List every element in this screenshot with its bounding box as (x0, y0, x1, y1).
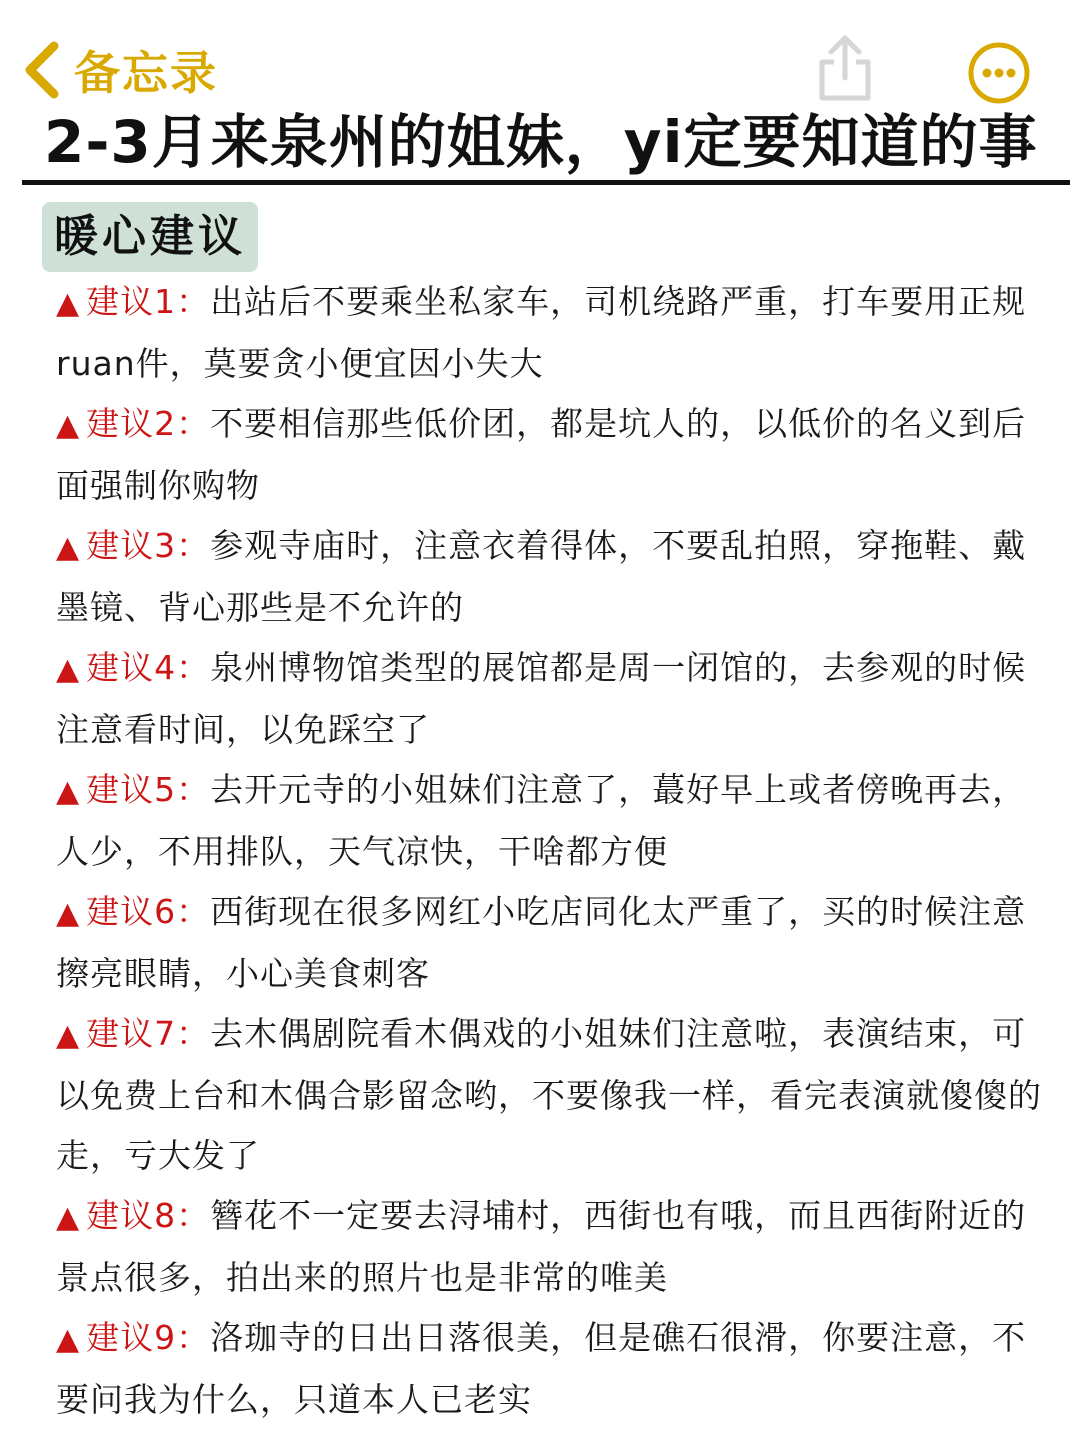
title-divider (22, 180, 1070, 185)
tip-label: 建议7： (86, 1014, 211, 1053)
tip-label: 建议8： (86, 1196, 211, 1235)
tip-label: 建议4： (86, 648, 211, 687)
tip-item (56, 882, 1056, 1004)
tip-text: 参观寺庙时，注意衣着得体，不要乱拍照，穿拖鞋、戴墨镜、背心那些是不允许的 (56, 526, 1027, 627)
triangle-marker-icon: ▲ (56, 1322, 81, 1357)
nav-bar (0, 0, 1080, 110)
tip-item (56, 1186, 1056, 1308)
tip-text: 出站后不要乘坐私家车，司机绕路严重，打车要用正规ruan件，莫要贪小便宜因小失大 (56, 282, 1027, 383)
tip-item (56, 1004, 1056, 1186)
tip-item (56, 394, 1056, 516)
more-button[interactable] (966, 40, 1032, 106)
triangle-marker-icon: ▲ (56, 286, 81, 321)
tip-item (56, 516, 1056, 638)
section-badge: 暖心建议 (42, 202, 258, 272)
tip-item (56, 760, 1056, 882)
tip-label: 建议2： (86, 404, 211, 443)
triangle-marker-icon: ▲ (56, 1018, 81, 1053)
chevron-left-icon (22, 41, 60, 99)
tip-item (56, 272, 1056, 394)
tip-text: 西街现在很多网红小吃店同化太严重了，买的时候注意擦亮眼睛，小心美食刺客 (56, 892, 1027, 993)
back-label: 备忘录 (74, 46, 218, 100)
tip-item (56, 1308, 1056, 1430)
triangle-marker-icon: ▲ (56, 774, 81, 809)
triangle-marker-icon: ▲ (56, 530, 81, 565)
tip-text: 去木偶剧院看木偶戏的小姐妹们注意啦，表演结束，可以免费上台和木偶合影留念哟，不要像我一样，看完表演就傻傻的走，亏大发了 (56, 1014, 1042, 1175)
triangle-marker-icon: ▲ (56, 408, 81, 443)
tip-label: 建议5： (86, 770, 211, 809)
tips-list (56, 272, 1056, 1430)
tip-label: 建议6： (86, 892, 211, 931)
tip-label: 建议3： (86, 526, 211, 565)
triangle-marker-icon: ▲ (56, 896, 81, 931)
share-button[interactable] (812, 32, 878, 104)
tip-text: 去开元寺的小姐妹们注意了，蕞好早上或者傍晚再去，人少，不用排队，天气凉快，干啥都方便 (56, 770, 1027, 871)
tip-item (56, 638, 1056, 760)
tip-text: 簪花不一定要去浔埔村，西街也有哦，而且西街附近的景点很多，拍出来的照片也是非常的唯美 (56, 1196, 1027, 1297)
back-button[interactable] (22, 38, 218, 102)
tip-label: 建议9： (86, 1318, 211, 1357)
triangle-marker-icon: ▲ (56, 1200, 81, 1235)
tip-text: 不要相信那些低价团，都是坑人的，以低价的名义到后面强制你购物 (56, 404, 1027, 505)
tip-label: 建议1： (86, 282, 211, 321)
triangle-marker-icon: ▲ (56, 652, 81, 687)
tip-text: 洛珈寺的日出日落很美，但是礁石很滑，你要注意，不要问我为什么，只道本人已老实 (56, 1318, 1027, 1419)
tip-text: 泉州博物馆类型的展馆都是周一闭馆的，去参观的时候注意看时间，以免踩空了 (56, 648, 1027, 749)
note-title: 2-3月来泉州的姐妹，yi定要知道的事 (44, 108, 1038, 176)
